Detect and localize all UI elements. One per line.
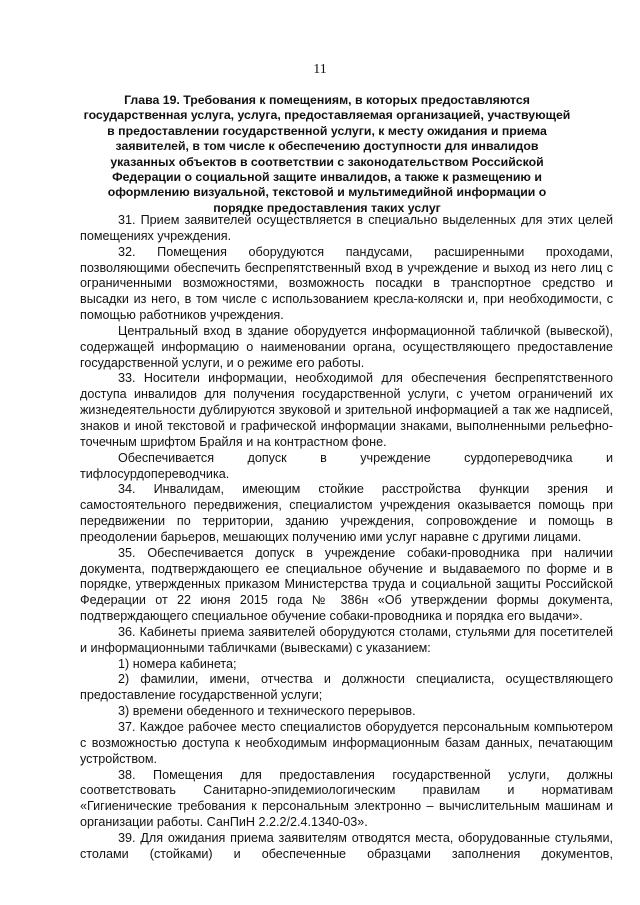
paragraph-central-entrance: Центральный вход в здание оборудуется информационной табличкой (вывеской), содержащей информацию о наименовании органа, осуществляющего предоставление государственной услуги, и о режиме его работы. bbox=[80, 323, 613, 370]
paragraph-33: 33. Носители информации, необходимой для обеспечения беспрепятственного доступа инвалидов для получения государственной услуги, с учетом ограничений их жизнедеятельности дублируются звуковой и зрительной информацией а так же надписей, знаков и иной текстовой и графической информации знаками, выполненными рельефно-точечным шрифтом Брайля и на контрастном фоне. bbox=[80, 371, 613, 449]
paragraph-38: 38. Помещения для предоставления государственной услуги, должны соответствовать Санитарно-эпидемиологическим правилам и нормативам «Гигиенические требования к персональным электронно – вычислительным машинам и организации работы. СанПиН 2.2.2/2.4.1340-03». bbox=[80, 767, 613, 830]
paragraph-36: 36. Кабинеты приема заявителей оборудуются столами, стульями для посетителей и информационными табличками (вывесками) с указанием: bbox=[80, 624, 613, 655]
paragraph-39: 39. Для ожидания приема заявителям отводятся места, оборудованные стульями, столами (стойками) и обеспеченные образцами заполнения документов, bbox=[80, 830, 613, 861]
paragraph-37: 37. Каждое рабочее место специалистов оборудуется персональным компьютером с возможностью доступа к необходимым информационным базам данных, печатающим устройством. bbox=[80, 720, 613, 766]
paragraph-34: 34. Инвалидам, имеющим стойкие расстройства функции зрения и самостоятельного передвижения, специалистом учреждения оказывается помощь при передвижении по территории, зданию учреждения, сопровождение и помощь в преодолении барьеров, мешающих получению ими услуг наравне с другими лицами. bbox=[80, 482, 613, 544]
paragraph-35: 35. Обеспечивается допуск в учреждение собаки-проводника при наличии документа, подтверждающего ее специальное обучение и выдаваемого по форме и в порядке, утвержденных приказом Министерства труда и социальной защиты Российской Федерации от 22 июня 2015 года № 386н «Об утверждении формы документа, подтверждающего специальное обучение собаки-проводника и порядка его выдачи». bbox=[80, 545, 613, 624]
paragraph-32: 32. Помещения оборудуются пандусами, расширенными проходами, позволяющими обеспечить беспрепятственный вход в учреждение и выход из него лиц с ограниченными возможностями, возможность посадки в транспортное средство и высадки из него, в том числе с использованием кресла-коляски и, при необходимости, с помощью работников учреждения. bbox=[80, 244, 613, 323]
paragraph-sign-language: Обеспечивается допуск в учреждение сурдопереводчика и тифлосурдопереводчика. bbox=[80, 450, 613, 481]
list-item-2: 2) фамилии, имени, отчества и должности специалиста, осуществляющего предоставление государственной услуги; bbox=[80, 672, 613, 703]
list-item-3: 3) времени обеденного и технического перерывов. bbox=[118, 704, 416, 719]
paragraph-31: 31. Прием заявителей осуществляется в специально выделенных для этих целей помещениях учреждения. bbox=[80, 213, 613, 243]
chapter-heading: Глава 19. Требования к помещениям, в которых предоставляются государственная услуга, услуга, предоставляемая организацией, участвующей в предоставлении государственной услуги, к месту ожидания и приема заявителей, в том числе к обеспечению доступности для инвалидов указанных объектов в соответствии с законодательством Российской Федерации о социальной защите инвалидов, а также к размещению и оформлению визуальной, текстовой и мультимедийной информации о порядке предоставления таких услуг bbox=[83, 93, 571, 215]
document-body bbox=[80, 213, 613, 863]
page-number: 11 bbox=[313, 62, 327, 77]
list-item-1: 1) номера кабинета; bbox=[118, 656, 237, 671]
